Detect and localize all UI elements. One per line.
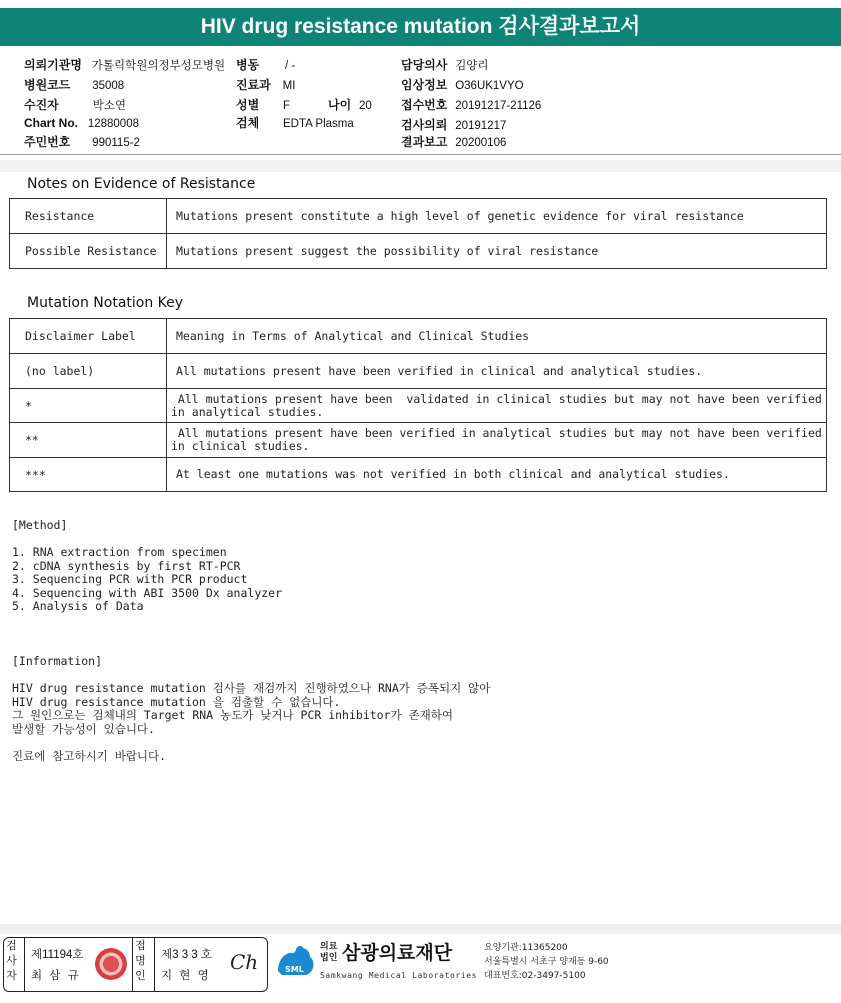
specimen-value: EDTA Plasma bbox=[283, 118, 354, 130]
institution-field bbox=[24, 56, 225, 73]
report-date-field bbox=[401, 133, 506, 150]
accession-value: 20191217-21126 bbox=[455, 100, 542, 112]
department-field bbox=[236, 76, 295, 93]
institution-label: 의뢰기관명 bbox=[24, 58, 82, 72]
notation-text-cell bbox=[167, 389, 827, 423]
sex-label: 성별 bbox=[236, 98, 260, 112]
table-row bbox=[10, 199, 827, 234]
signature-divider bbox=[24, 938, 25, 991]
org-address: 서울특별시 서초구 양재동 9-60 bbox=[484, 957, 609, 967]
method-step: 2. cDNA synthesis by first RT-PCR bbox=[12, 559, 241, 573]
examiner-seal bbox=[95, 948, 127, 980]
notation-table bbox=[9, 318, 827, 492]
signature-divider bbox=[154, 938, 155, 991]
notation-label-cell: (no label) bbox=[10, 354, 167, 389]
sml-logo-icon bbox=[272, 941, 316, 985]
clinical-info-value: O36UK1VYO bbox=[455, 80, 524, 92]
approver-name: 지 현 영 bbox=[161, 970, 211, 982]
footer bbox=[0, 924, 841, 1003]
clinical-info-field bbox=[401, 76, 524, 93]
institution-value: 가톨릭학원의정부성모병원 bbox=[91, 60, 226, 72]
table-row bbox=[10, 389, 827, 423]
doctor-field bbox=[401, 56, 489, 73]
sex-field bbox=[236, 96, 290, 113]
evidence-label-cell: Resistance bbox=[10, 199, 167, 234]
information-closing: 진료에 참고하시기 바랍니다. bbox=[12, 749, 167, 763]
signature-divider bbox=[132, 938, 133, 991]
notation-text-line: in clinical studies. bbox=[171, 439, 310, 453]
department-label: 진료과 bbox=[236, 78, 271, 92]
information-line: 그 원인으로는 검체내의 Target RNA 농도가 낮거나 PCR inhibitor가 존재하여 bbox=[12, 708, 453, 722]
report-title: HIV drug resistance mutation 검사결과보고서 bbox=[0, 8, 841, 46]
information-line: 발생할 가능성이 있습니다. bbox=[12, 722, 155, 736]
request-date-label: 검사의뢰 bbox=[401, 118, 448, 132]
notation-text-line: All mutations present have been validated in clinical studies but may not have been verified bbox=[171, 391, 822, 406]
approver-signature: Ch bbox=[230, 950, 259, 974]
org-phone: 대표번호:02-3497-5100 bbox=[484, 971, 586, 981]
evidence-label-cell: Possible Resistance bbox=[10, 234, 167, 269]
hospital-code-value: 35008 bbox=[92, 80, 125, 92]
notation-text-line: All mutations present have been verified in analytical studies but may not have been verified bbox=[171, 426, 822, 440]
hospital-code-field bbox=[24, 76, 124, 93]
information-heading: [Information] bbox=[12, 654, 103, 668]
examiner-label: 검사자 bbox=[6, 939, 17, 982]
table-row bbox=[10, 234, 827, 269]
request-date-field bbox=[401, 116, 506, 133]
accession-label: 접수번호 bbox=[401, 98, 448, 112]
notation-text-cell: At least one mutations was not verified in both clinical and analytical studies. bbox=[167, 458, 827, 492]
org-info bbox=[484, 941, 609, 983]
org-english-name: Samkwang Medical Laboratories bbox=[320, 971, 478, 980]
signature-box bbox=[3, 937, 268, 992]
org-prefix: 의료 법인 bbox=[320, 942, 338, 963]
method-heading: [Method] bbox=[12, 518, 68, 532]
patient-value: 박소연 bbox=[92, 100, 126, 112]
chart-label: Chart No. bbox=[24, 116, 78, 130]
chart-field bbox=[24, 116, 139, 130]
ward-label: 병동 bbox=[236, 58, 260, 72]
notation-text-line: in analytical studies. bbox=[171, 404, 324, 419]
doctor-label: 담당의사 bbox=[401, 58, 448, 72]
table-row bbox=[10, 423, 827, 458]
table-row bbox=[10, 319, 827, 354]
chart-value: 12880008 bbox=[87, 118, 139, 130]
information-line: HIV drug resistance mutation 을 검출할 수 없습니다. bbox=[12, 695, 341, 709]
table-row bbox=[10, 354, 827, 389]
doctor-value: 김양리 bbox=[455, 60, 489, 72]
evidence-heading: Notes on Evidence of Resistance bbox=[27, 176, 256, 192]
age-label: 나이 bbox=[328, 98, 352, 112]
information-line: HIV drug resistance mutation 검사를 재검까지 진행하였으나 RNA가 증폭되지 않아 bbox=[12, 681, 491, 695]
ward-value: / - bbox=[285, 60, 296, 72]
clinical-info-label: 임상정보 bbox=[401, 78, 448, 92]
notation-label-cell: * bbox=[10, 389, 167, 423]
accession-field bbox=[401, 96, 541, 113]
report-date-value: 20200106 bbox=[455, 137, 507, 149]
method-step: 5. Analysis of Data bbox=[12, 599, 144, 613]
logo-text: SML bbox=[285, 965, 304, 974]
notation-label-cell: ** bbox=[10, 423, 167, 458]
notation-text-cell: Meaning in Terms of Analytical and Clinical Studies bbox=[167, 319, 827, 354]
method-step: 4. Sequencing with ABI 3500 Dx analyzer bbox=[12, 586, 283, 600]
evidence-text-cell: Mutations present suggest the possibility of viral resistance bbox=[167, 234, 827, 269]
hospital-code-label: 병원코드 bbox=[24, 78, 71, 92]
method-step: 1. RNA extraction from specimen bbox=[12, 545, 227, 559]
approver-label: 접명인 bbox=[135, 939, 146, 982]
notation-heading: Mutation Notation Key bbox=[27, 295, 184, 311]
header-divider bbox=[0, 154, 841, 155]
patient-field bbox=[24, 96, 126, 113]
notation-text-cell: All mutations present have been verified in clinical and analytical studies. bbox=[167, 354, 827, 389]
department-value: MI bbox=[282, 80, 296, 92]
header-band bbox=[0, 160, 841, 172]
evidence-text-cell: Mutations present constitute a high level of genetic evidence for viral resistance bbox=[167, 199, 827, 234]
id-field bbox=[24, 133, 140, 150]
sex-value: F bbox=[283, 100, 291, 112]
specimen-field bbox=[236, 114, 354, 131]
footer-band bbox=[0, 924, 841, 934]
notation-label-cell: Disclaimer Label bbox=[10, 319, 167, 354]
notation-text-cell bbox=[167, 423, 827, 458]
org-code: 요양기관:11365200 bbox=[484, 943, 568, 953]
age-field bbox=[328, 96, 372, 113]
examiner-license: 제11194호 bbox=[31, 949, 84, 961]
ward-field bbox=[236, 56, 295, 73]
id-value: 990115-2 bbox=[92, 137, 140, 149]
table-row bbox=[10, 458, 827, 492]
request-date-value: 20191217 bbox=[455, 120, 507, 132]
patient-label: 수진자 bbox=[24, 98, 59, 112]
evidence-table bbox=[9, 198, 827, 269]
notation-label-cell: *** bbox=[10, 458, 167, 492]
method-step: 3. Sequencing PCR with PCR product bbox=[12, 572, 248, 586]
id-label: 주민번호 bbox=[24, 135, 71, 149]
report-date-label: 결과보고 bbox=[401, 135, 448, 149]
approver-license: 제3 3 3 호 bbox=[161, 949, 212, 961]
specimen-label: 검체 bbox=[236, 116, 260, 130]
org-name: 삼광의료재단 bbox=[342, 942, 453, 964]
examiner-name: 최 삼 규 bbox=[31, 970, 81, 982]
age-value: 20 bbox=[359, 100, 372, 112]
